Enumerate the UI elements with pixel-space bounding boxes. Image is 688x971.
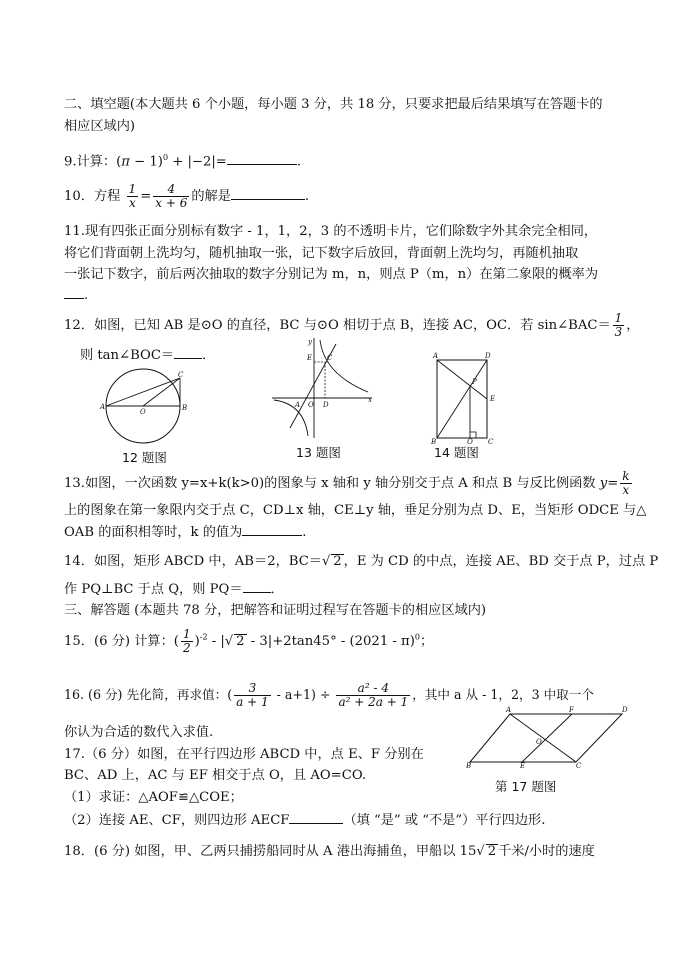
answer-blank[interactable]: [242, 523, 302, 536]
question-17-line4: （2）连接 AE、CF，则四边形 AECF （填 “是” 或 “不是”）平行四边形.: [64, 813, 546, 828]
label-c: C: [576, 762, 582, 768]
parallelogram-abcd: [470, 714, 622, 762]
figure-13-caption: 13 题图: [296, 445, 341, 460]
label-b: B: [431, 438, 437, 444]
diagonal-ac: [510, 714, 576, 762]
question-16-line1: 16. (6 分) 先化简，再求值：( $\frac{3}{a + 1}$ - a+1) ÷ $\frac{\text{a² - 4}}{\text{a² + 2a + 1}}$ ，其中 a 从 - 1，2，3 中取一个: [64, 681, 594, 709]
answer-blank[interactable]: [243, 580, 271, 593]
label-e: E: [490, 395, 496, 403]
label-q: Q: [467, 438, 473, 444]
figure-12: [98, 366, 198, 446]
label-o: O: [308, 401, 314, 409]
label-e: E: [307, 354, 313, 362]
fraction: $\frac{1}{x}$: [128, 182, 137, 210]
label-d: D: [485, 352, 491, 360]
hyperbola-branch-2: [274, 400, 308, 436]
label-d: D: [622, 706, 628, 714]
question-16-line2: 你认为合适的数代入求值.: [64, 725, 214, 740]
label-c: C: [327, 354, 333, 362]
question-11-line1: 11.现有四张正面分别标有数字 - 1，1，2，3 的不透明卡片，它们除数字外其余完全相同，: [64, 224, 598, 239]
question-17-line2: BC、AD 上，AC 与 EF 相交于点 O，且 AO=CO.: [64, 768, 367, 783]
label-a: A: [506, 706, 512, 714]
figure-17-caption: 第 17 题图: [495, 779, 557, 794]
label-x: x: [368, 396, 372, 404]
fraction: $\frac{1}{3}$: [614, 311, 623, 339]
hyperbola-branch-1: [320, 340, 368, 392]
question-14-line2: 作 PQ⊥BC 于点 Q，则 PQ＝ ．: [64, 582, 284, 597]
question-13-line3: OAB 的面积相等时，k 的值为 .: [64, 525, 307, 540]
fraction: $\frac{k}{x}$: [622, 469, 630, 497]
label-o: O: [536, 738, 542, 746]
line-oc: [143, 378, 180, 406]
question-11-line3: 一张记下数字，前后两次抽取的数字分别记为 m，n，则点 P（m，n）在第二象限的概率为: [64, 267, 599, 282]
segment-ef: [522, 714, 572, 762]
label-p: P: [472, 378, 477, 386]
figure-13: [268, 334, 378, 440]
label-d: D: [323, 401, 329, 409]
label-o: O: [140, 408, 146, 416]
answer-blank[interactable]: [289, 811, 343, 824]
fraction: $\frac{1}{2}$: [182, 627, 191, 655]
segment-ae: [437, 360, 487, 399]
question-12-line1: 12．如图，已知 AB 是⊙O 的直径，BC 与⊙O 相切于点 B，连接 AC，OC．若 sin∠BAC＝ $\frac{1}{3}$ ，: [64, 311, 640, 339]
question-15: 15．(6 分) 计算：( $\frac{1}{2}$ )$^{-2}$ - |√ 2 - 3|+2tan45° - (2021 - π)$^0$；: [64, 627, 434, 655]
answer-blank[interactable]: [227, 152, 297, 165]
question-11-line4: .: [64, 286, 88, 304]
label-c: C: [178, 371, 184, 379]
label-a: A: [295, 401, 301, 409]
label-b: B: [182, 404, 188, 412]
label-f: F: [569, 706, 574, 714]
figure-17: [466, 706, 630, 768]
label-c: C: [488, 438, 494, 444]
section2-heading-line2: 相应区域内): [64, 119, 136, 134]
section3-heading: 三、解答题 (本题共 78 分，把解答和证明过程写在答题卡的相应区域内): [64, 603, 487, 618]
fraction: $\frac{\text{a² - 4}}{\text{a² + 2a + 1}}$: [338, 681, 409, 709]
answer-blank[interactable]: [64, 286, 84, 299]
question-11-line2: 将它们背面朝上洗均匀，随机抽取一张，记下数字后放回，背面朝上洗均匀，再随机抽取: [64, 246, 579, 261]
section2-heading-line1: 二、填空题(本大题共 6 个小题，每小题 3 分，共 18 分，只要求把最后结果填写在答题卡的: [64, 97, 603, 112]
question-13-line2: 上的图象在第一象限内交于点 C，CD⊥x 轴，CE⊥y 轴，垂足分别为点 D、E，当矩形 ODCE 与△: [64, 503, 647, 518]
fraction: $\frac{4}{x + 6}$: [155, 182, 188, 210]
diagonal-bd: [437, 360, 487, 438]
question-13-line1: 13.如图，一次函数 y=x+k(k>0)的图象与 x 轴和 y 轴分别交于点 A 和点 B 与反比例函数 y= $\frac{k}{x}$: [64, 469, 630, 497]
figure-14: [428, 352, 498, 444]
label-b: B: [466, 762, 472, 768]
fraction: $\frac{3}{a + 1}$: [236, 681, 269, 709]
question-17-line1: 17.（6 分）如图，在平行四边形 ABCD 中，点 E、F 分别在: [64, 747, 424, 762]
question-14-line1: 14．如图，矩形 ABCD 中，AB＝2，BC＝√ 2 ，E 为 CD 的中点，连接 AE、BD 交于点 P，过点 P: [64, 554, 659, 569]
figure-14-caption: 14 题图: [434, 445, 479, 460]
label-a: A: [433, 352, 439, 360]
figure-12-caption: 12 题图: [122, 450, 167, 465]
answer-blank[interactable]: [174, 346, 202, 359]
question-18: 18．(6 分) 如图，甲、乙两只捕捞船同时从 A 港出海捕鱼，甲船以 15√ 2 千米/小时的速度: [64, 844, 595, 859]
question-17-line3: （1）求证：△AOF≌△COE；: [64, 790, 243, 805]
label-y: y: [308, 338, 312, 346]
question-12-line2: 则 tan∠BOC＝ ．: [80, 348, 216, 363]
label-a: A: [100, 403, 106, 411]
line-ac: [106, 378, 180, 406]
question-9: 9.计算：$(\pi - 1)^0 + |-2|=$ .: [64, 153, 302, 170]
answer-blank[interactable]: [231, 187, 305, 200]
question-10: 10．方程 $\frac{1}{x}$ = $\frac{4}{x + 6}$ 的解是 .: [64, 182, 310, 210]
label-e: E: [520, 762, 526, 768]
